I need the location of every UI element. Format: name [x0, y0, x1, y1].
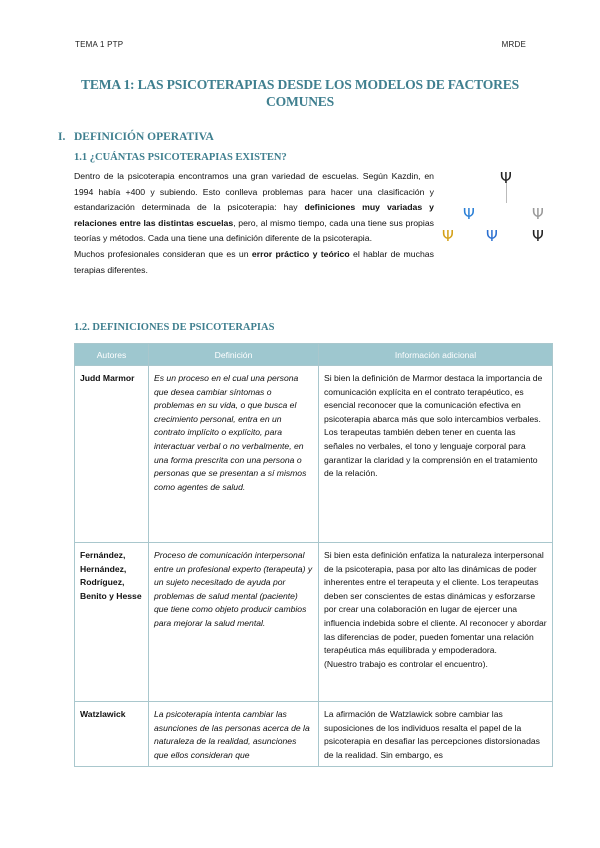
psi-symbols-illustration — [438, 165, 552, 255]
author-cell: Fernández, Hernández, Rodríguez, Benito y Hesse — [75, 543, 149, 702]
table-header-row — [75, 344, 553, 366]
paragraph-1-text-c: , pero, al mismo tiempo, cada una tiene sus propias teorías y métodos. Cada una tiene una definición diferente de la psicoterapia. — [74, 217, 434, 244]
info-text: Si bien esta definición enfatiza la naturaleza interpersonal de la psicoterapia, pasa por alto las dinámicas de poder inherentes entre el terapeuta y el cliente. Los terapeutas deben ser conscientes de estas dinámicas y esforzarse por crear una colaboración en lugar de ejercer una influencia indebida sobre el cliente. Al reconocer y abordar las diferencias de poder, pueden fomentar una relación terapéutica más equilibrada y empoderadora. — [324, 550, 547, 656]
paragraph-2-text-a: Muchos profesionales consideran que es un — [74, 248, 252, 259]
info-cell: La afirmación de Watzlawick sobre cambiar las suposiciones de los individuos resalta el papel de la psicoterapia en desafiar las percepciones distorsionadas de la realidad. Sin embargo, es — [319, 702, 553, 767]
page-title-line1: TEMA 1: LAS PSICOTERAPIAS DESDE LOS MODELOS DE FACTORES — [81, 77, 519, 92]
definition-cell: La psicoterapia intenta cambiar las asunciones de las personas acerca de la naturaleza de la realidad, asunciones que ellos consideran que — [149, 702, 319, 767]
column-header-additional-info: Información adicional — [319, 344, 553, 366]
page-title-line2: COMUNES — [265, 94, 335, 109]
info-cell: Si bien la definición de Marmor destaca la importancia de comunicación explícita en el contrato terapéutico, es esencial reconocer que la comunicación efectiva en psicoterapia abarca más que solo intercambios verbales. Los terapeutas también deben tener en cuenta las señales no verbales, el tono y lenguaje corporal para garantizar la claridad y la comprensión en el tratamiento de la relación. — [319, 366, 553, 543]
subsection-heading-1-2: 1.2. DEFINICIONES DE PSICOTERAPIAS — [74, 322, 275, 333]
author-cell: Judd Marmor — [75, 366, 149, 543]
info-cell — [319, 543, 553, 702]
paragraph-2-text-c: el hablar de muchas terapias diferentes. — [74, 248, 434, 275]
paragraph-1-bold: definiciones muy variadas y relaciones entre las distintas escuelas — [74, 202, 434, 228]
paragraph-2-bold: error práctico y teórico — [251, 248, 350, 259]
table-row — [75, 543, 553, 702]
psi-icon: Ψ — [463, 205, 475, 223]
column-header-definition: Definición — [149, 344, 319, 366]
subsection-heading-1-1: 1.1 ¿CUÁNTAS PSICOTERAPIAS EXISTEN? — [74, 152, 287, 163]
section-label: DEFINICIÓN OPERATIVA — [74, 131, 214, 143]
psi-icon: Ψ — [442, 227, 454, 245]
psi-icon: Ψ — [532, 227, 544, 245]
header-course: TEMA 1 PTP — [75, 40, 124, 49]
psi-icon: Ψ — [500, 169, 512, 187]
column-header-authors: Autores — [75, 344, 149, 366]
psi-icon: Ψ — [532, 205, 544, 223]
paragraph-1 — [74, 169, 434, 247]
section-heading — [58, 131, 214, 143]
definition-cell: Es un proceso en el cual una persona que desea cambiar síntomas o problemas en su vida, o que busca el crecimiento personal, entra en un contrato implícito o explícito, para interactuar verbal o no verbalmente, en una forma prescrita con una persona o personas que se presentan a sí mismos como agentes de salud. — [149, 366, 319, 543]
paragraph-2 — [74, 247, 434, 278]
author-cell: Watzlawick — [75, 702, 149, 767]
info-note: (Nuestro trabajo es controlar el encuentro). — [324, 658, 488, 669]
intro-text — [74, 169, 434, 278]
psi-icon: Ψ — [486, 227, 498, 245]
table-row — [75, 702, 553, 767]
section-number: I. — [58, 131, 66, 143]
definition-cell: Proceso de comunicación interpersonal entre un profesional experto (terapeuta) y un sujeto necesitado de ayuda por problemas de salud mental (paciente) que tiene como objeto producir cambios para mejorar la salud mental. — [149, 543, 319, 702]
page-title — [60, 76, 540, 110]
header-author: MRDE — [501, 40, 526, 49]
table-row — [75, 366, 553, 543]
definitions-table — [74, 343, 553, 767]
paragraph-1-text-a: Dentro de la psicoterapia encontramos una gran variedad de escuelas. Según Kazdin, en 1994 había +400 y subiendo. Esto conlleva problemas para hacer una clasificación y estandarización determinada de la psicoterapia: hay — [74, 171, 434, 213]
